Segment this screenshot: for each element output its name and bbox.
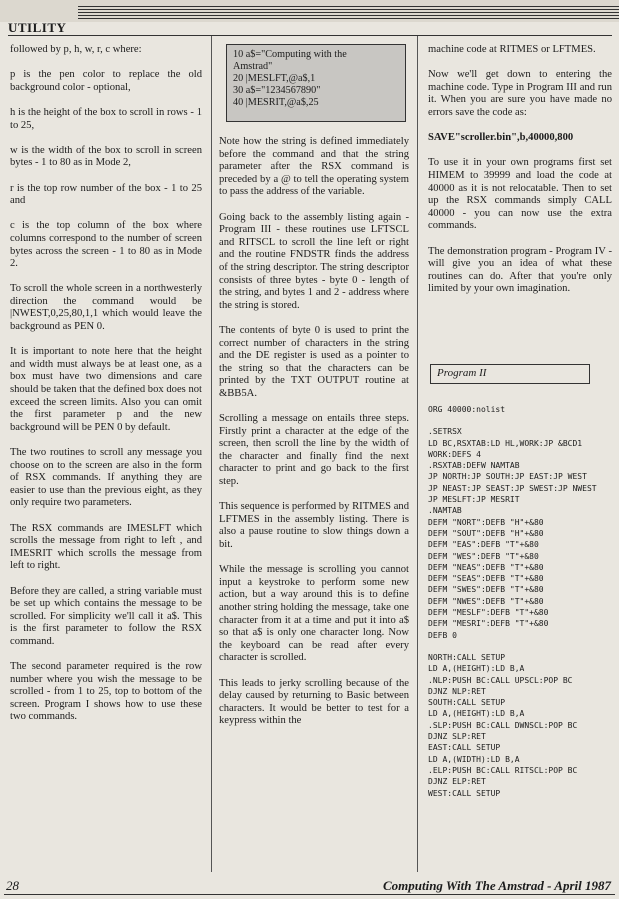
- paragraph: p is the pen color to replace the old background color - optional,: [10, 69, 202, 93]
- listing-line: LD A,(HEIGHT):LD B,A: [428, 664, 525, 674]
- paragraph: h is the height of the box to scroll in rows - 1 to 25,: [10, 106, 202, 131]
- header-stripes: [78, 6, 619, 20]
- listing-line: DJNZ ELP:RET: [428, 777, 486, 787]
- listing-line: JP NORTH:JP SOUTH:JP EAST:JP WEST: [428, 472, 587, 482]
- listing-line: .SLP:PUSH BC:CALL DWNSCL:POP BC: [428, 720, 578, 730]
- listing-gap: [428, 641, 614, 652]
- paragraph: Now we'll get down to entering the machine code. Type in Program III and run it. When you are sure you have made no errors save the code as:: [428, 69, 612, 118]
- paragraph: The RSX commands are IMESLFT which scrolls the message from right to left , and IMESRIT which scrolls the message from left to right.: [10, 522, 202, 572]
- section-heading: UTILITY: [8, 20, 67, 35]
- listing-line: .NAMTAB: [428, 506, 462, 516]
- program-1-listing: [226, 44, 406, 122]
- column-2: [219, 136, 409, 741]
- listing-line: JP NEAST:JP SEAST:JP SWEST:JP NWEST: [428, 483, 597, 493]
- paragraph: r is the top row number of the box - 1 to 25 and: [10, 182, 202, 207]
- paragraph: w is the width of the box to scroll in screen bytes - 1 to 80 as in Mode 2,: [10, 144, 202, 169]
- paragraph: It is important to note here that the height and width must always be at least one, as a box must have two dimensions and care should be taken that the defined box does not exceed the screen limits. Also you can omit the first parameter p and the new background will be PEN 0 by default.: [10, 346, 202, 433]
- column-1: [10, 44, 202, 737]
- listing-line: DEFM "WES":DEFB "T"+&80: [428, 551, 539, 561]
- listing-line: WEST:CALL SETUP: [428, 788, 501, 798]
- program-2-label: Program II: [430, 364, 590, 384]
- listing-line: NORTH:CALL SETUP: [428, 652, 506, 662]
- listing-line: DEFM "MESLF":DEFB "T"+&80: [428, 608, 549, 618]
- code-line: 30 a$="1234567890": [233, 84, 321, 96]
- paragraph: While the message is scrolling you cannot input a keystroke to perform some new action, but a way around this is to define another string holding the message, take one character from it at a time and put it into a$ so that a$ is only one character long. Now the keyboard can be read after every character is scrolled.: [219, 564, 409, 664]
- paragraph: This sequence is performed by RITMES and LFTMES in the assembly listing. There is also a pause routine to slow things down a bit.: [219, 501, 409, 550]
- listing-line: DJNZ NLP:RET: [428, 686, 486, 696]
- listing-line: JP MESLFT:JP MESRIT: [428, 495, 520, 505]
- column-divider-1: [211, 36, 212, 872]
- paragraph: This leads to jerky scrolling because of the delay caused by returning to Basic between characters. It would be better to test for a keypress within the: [219, 677, 409, 727]
- program-2-listing: [428, 404, 614, 799]
- listing-line: DEFM "SOUT":DEFB "H"+&80: [428, 528, 544, 538]
- paragraph: The contents of byte 0 is used to print the correct number of characters in the string and the DE register is used as a pointer to the string so that the characters can be printed by the TXT OUTPUT routine at &BB5A.: [219, 324, 409, 399]
- page-number: 28: [6, 878, 19, 893]
- save-command: SAVE"scroller.bin",b,40000,800: [428, 132, 574, 144]
- listing-line: DEFM "NWES":DEFB "T"+&80: [428, 596, 544, 606]
- listing-line: EAST:CALL SETUP: [428, 743, 501, 753]
- paragraph: The second parameter required is the row number where you wish the message to be scrolled - from 1 to 25, top to bottom of the screen. Program I shows how to use these two commands.: [10, 661, 202, 723]
- paragraph: Going back to the assembly listing again - Program III - these routines use LFTSCL and RITSCL to scroll the line left or right and the routine FNDSTR finds the address of the string descriptor. The string descriptor consists of three bytes - byte 0 - length of the string, and bytes 1 and 2 - address where the string is stored.: [219, 211, 409, 311]
- paragraph: Note how the string is defined immediately before the command and that the string parameter after the RSX command is preceded by a @ to tell the operating system to pass the address of the variable.: [219, 136, 409, 198]
- paragraph: To scroll the whole screen in a northwesterly direction the command would be |NWEST,0,25,80,1,1 which would leave the background as PEN 0.: [10, 283, 202, 333]
- magazine-footer: Computing With The Amstrad - April 1987: [382, 878, 611, 893]
- listing-line: SOUTH:CALL SETUP: [428, 698, 506, 708]
- paragraph: Before they are called, a string variable must be set up which contains the message to be scrolled. For simplicity we'll call it a$. This is the first parameter to follow the RSX command.: [10, 585, 202, 647]
- column-3: [428, 44, 612, 308]
- listing-line: .ELP:PUSH BC:CALL RITSCL:POP BC: [428, 765, 578, 775]
- footer-rule: [4, 894, 615, 895]
- listing-line: DEFM "SEAS":DEFB "T"+&80: [428, 574, 544, 584]
- code-line: Amstrad": [233, 60, 273, 72]
- paragraph: Scrolling a message on entails three steps. Firstly print a character at the edge of the screen, then scroll the line by the width of the character and finally find the next character to print and go back to the first step.: [219, 413, 409, 488]
- paragraph: The two routines to scroll any message you choose on to the screen are also in the form of RSX commands. If anything they are easier to use than the previous eight, as they only require two parameters.: [10, 447, 202, 509]
- listing-line: DJNZ SLP:RET: [428, 732, 486, 742]
- listing-line: .NLP:PUSH BC:CALL UPSCL:POP BC: [428, 675, 573, 685]
- paragraph: followed by p, h, w, r, c where:: [10, 44, 142, 55]
- listing-gap: [428, 415, 614, 426]
- column-divider-2: [417, 36, 418, 872]
- code-line: 20 |MESLFT,@a$,1: [233, 72, 316, 84]
- header-rule: [8, 35, 612, 36]
- listing-line: LD BC,RSXTAB:LD HL,WORK:JP &BCD1: [428, 438, 583, 448]
- listing-line: WORK:DEFS 4: [428, 449, 481, 459]
- paragraph: The demonstration program - Program IV - will give you an idea of what these routines can do. After that you're only limited by your own imagination.: [428, 245, 612, 295]
- paragraph: machine code at RITMES or LFTMES.: [428, 44, 596, 55]
- code-line: 10 a$="Computing with the: [233, 49, 347, 60]
- paragraph: To use it in your own programs first set HIMEM to 39999 and load the code at 40000 as it is not relocatable. Then to set up the RSX commands simply CALL 40000 - you can now use the extra commands.: [428, 157, 612, 232]
- paragraph: c is the top column of the box where columns correspond to the number of screen bytes across the screen - 1 to 80 as in Mode 2.: [10, 220, 202, 270]
- listing-line: LD A,(HEIGHT):LD B,A: [428, 709, 525, 719]
- listing-line: DEFM "NORT":DEFB "H"+&80: [428, 517, 544, 527]
- listing-line: ORG 40000:nolist: [428, 405, 506, 414]
- listing-line: .RSXTAB:DEFW NAMTAB: [428, 461, 520, 471]
- listing-line: .SETRSX: [428, 427, 462, 437]
- listing-line: LD A,(WIDTH):LD B,A: [428, 754, 520, 764]
- listing-line: DEFM "NEAS":DEFB "T"+&80: [428, 562, 544, 572]
- listing-line: DEFB 0: [428, 630, 457, 640]
- listing-line: DEFM "SWES":DEFB "T"+&80: [428, 585, 544, 595]
- code-line: 40 |MESRIT,@a$,25: [233, 96, 319, 108]
- listing-line: DEFM "EAS":DEFB "T"+&80: [428, 540, 539, 550]
- listing-line: DEFM "MESRI":DEFB "T"+&80: [428, 619, 549, 629]
